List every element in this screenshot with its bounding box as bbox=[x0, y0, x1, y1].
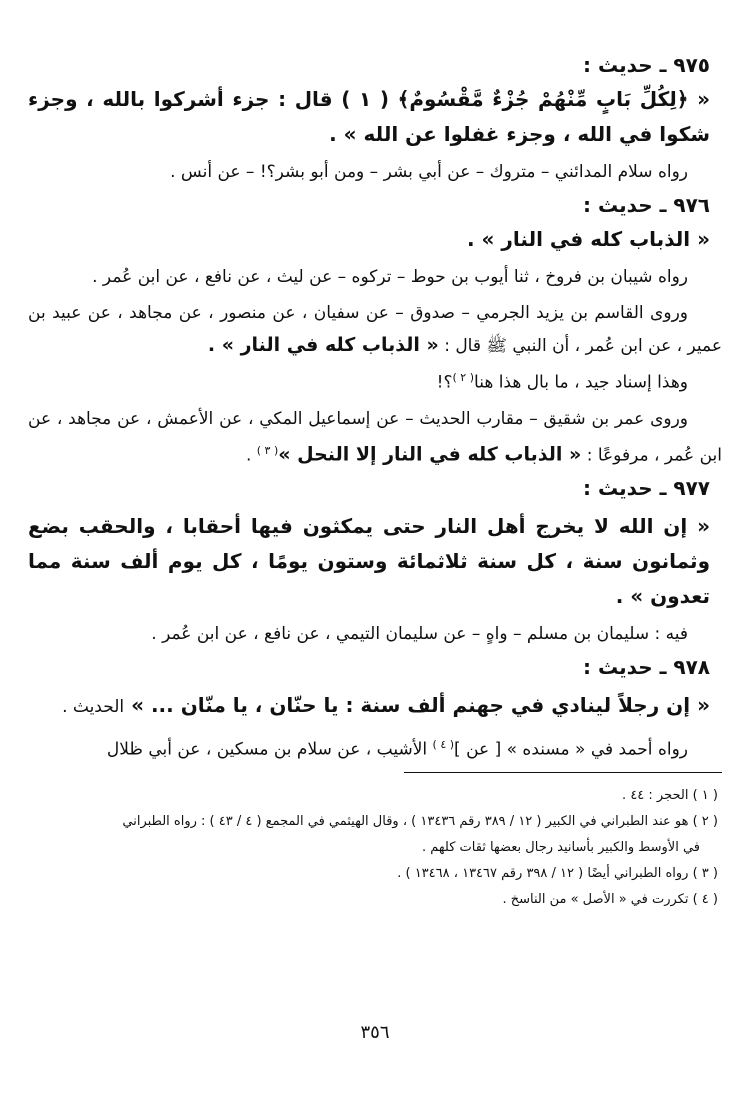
narration-976-comment bbox=[28, 362, 722, 399]
footnote-1: ( ١ ) الحجر : ٤٤ . bbox=[622, 787, 718, 803]
hadith-heading-977: ٩٧٧ ـ حديث : bbox=[583, 476, 710, 501]
narration-978-text: رواه أحمد في « مسنده » [ عن ] bbox=[454, 739, 688, 760]
hadith-heading-978: ٩٧٨ ـ حديث : bbox=[583, 655, 710, 680]
narration-976-comment-text: وهذا إسناد جيد ، ما بال هذا هنا bbox=[474, 372, 688, 393]
narration-978-end: الأشيب ، عن سلام بن مسكين ، عن أبي ظلال bbox=[106, 739, 428, 760]
hadith-text-978 bbox=[28, 688, 722, 725]
footnote-ref-2: ( ٢ ) bbox=[452, 371, 475, 384]
footnote-ref-4: ( ٤ ) bbox=[432, 738, 455, 752]
footnote-3: ( ٣ ) رواه الطبراني أيضًا ( ١٢ / ٣٩٨ رقم ١٣٤٦٧ ، ١٣٤٦٨ ) . bbox=[397, 865, 718, 881]
footnote-2: ( ٢ ) هو عند الطبراني في الكبير ( ١٢ / ٣٨٩ رقم ١٣٤٣٦ ) ، وقال الهيثمي في المجمع ( ٤ / ٤٣ ) : رواه الطبراني bbox=[122, 813, 718, 829]
narration-976-second bbox=[28, 297, 722, 362]
hadith-text-977: « إن الله لا يخرج أهل النار حتى يمكثون فيها أحقابا ، والحقب بضع وثمانون سنة ، كل سنة ثلاثمائة وستون يومًا ، كل يوم ألف سنة مما تعدون » . bbox=[28, 514, 710, 609]
narration-976-third bbox=[28, 403, 722, 472]
narration-976-third-end: . bbox=[245, 445, 252, 466]
hadith-text-978-tail: الحديث . bbox=[62, 697, 125, 718]
hadith-text-976: « الذباب كله في النار » . bbox=[466, 227, 710, 251]
narration-976-comment-end: ؟! bbox=[436, 372, 453, 393]
footnote-ref-3: ( ٣ ) bbox=[256, 443, 279, 457]
footnote-2-continued: في الأوسط والكبير بأسانيد رجال بعضها ثقات كلهم . bbox=[422, 839, 700, 855]
footnote-4: ( ٤ ) تكررت في « الأصل » من الناسخ . bbox=[502, 891, 718, 907]
narration-977: فيه : سليمان بن مسلم – واهٍ – عن سليمان التيمي ، عن نافع ، عن ابن عُمر . bbox=[151, 624, 688, 645]
narration-976-third-text: وروى عمر بن شقيق – مقارب الحديث – عن إسماعيل المكي ، عن الأعمش ، عن مجاهد ، عن ابن عُمر ، مرفوعًا : bbox=[28, 408, 722, 466]
narration-976-first: رواه شيبان بن فروخ ، ثنا أيوب بن حوط – تركوه – عن ليث ، عن نافع ، عن ابن عُمر . bbox=[92, 267, 688, 287]
hadith-text-975: « ﴿لِكُلِّ بَابٍ مِّنْهُمْ جُزْءٌ مَّقْسُومٌ﴾ ( ١ ) قال : جزء أشركوا بالله ، وجزء شكوا في الله ، وجزء غفلوا عن الله » . bbox=[28, 87, 711, 146]
hadith-heading-976: ٩٧٦ ـ حديث : bbox=[583, 193, 710, 217]
hadith-text-978-quote: « إن رجلاً لينادي في جهنم ألف سنة : يا حنّان ، يا منّان ... » bbox=[131, 693, 710, 718]
document-page bbox=[28, 48, 722, 913]
narration-976-third-quote: « الذباب كله في النار إلا النحل » bbox=[278, 443, 582, 466]
narration-975: رواه سلام المدائني – متروك – عن أبي بشر – ومن أبو بشر؟! – عن أنس . bbox=[170, 162, 688, 182]
narration-978 bbox=[28, 729, 722, 766]
footnote-divider bbox=[404, 772, 722, 773]
page-number: ٣٥٦ bbox=[360, 1022, 390, 1043]
narration-976-second-quote: « الذباب كله في النار » . bbox=[207, 334, 439, 356]
narration-976-second-text: وروى القاسم بن يزيد الجرمي – صدوق – عن سفيان ، عن منصور ، عن مجاهد ، عن عبيد بن عمير ، عن ابن عُمر ، أن النبي ﷺ قال : bbox=[28, 303, 722, 356]
hadith-heading-975: ٩٧٥ ـ حديث : bbox=[583, 53, 710, 77]
